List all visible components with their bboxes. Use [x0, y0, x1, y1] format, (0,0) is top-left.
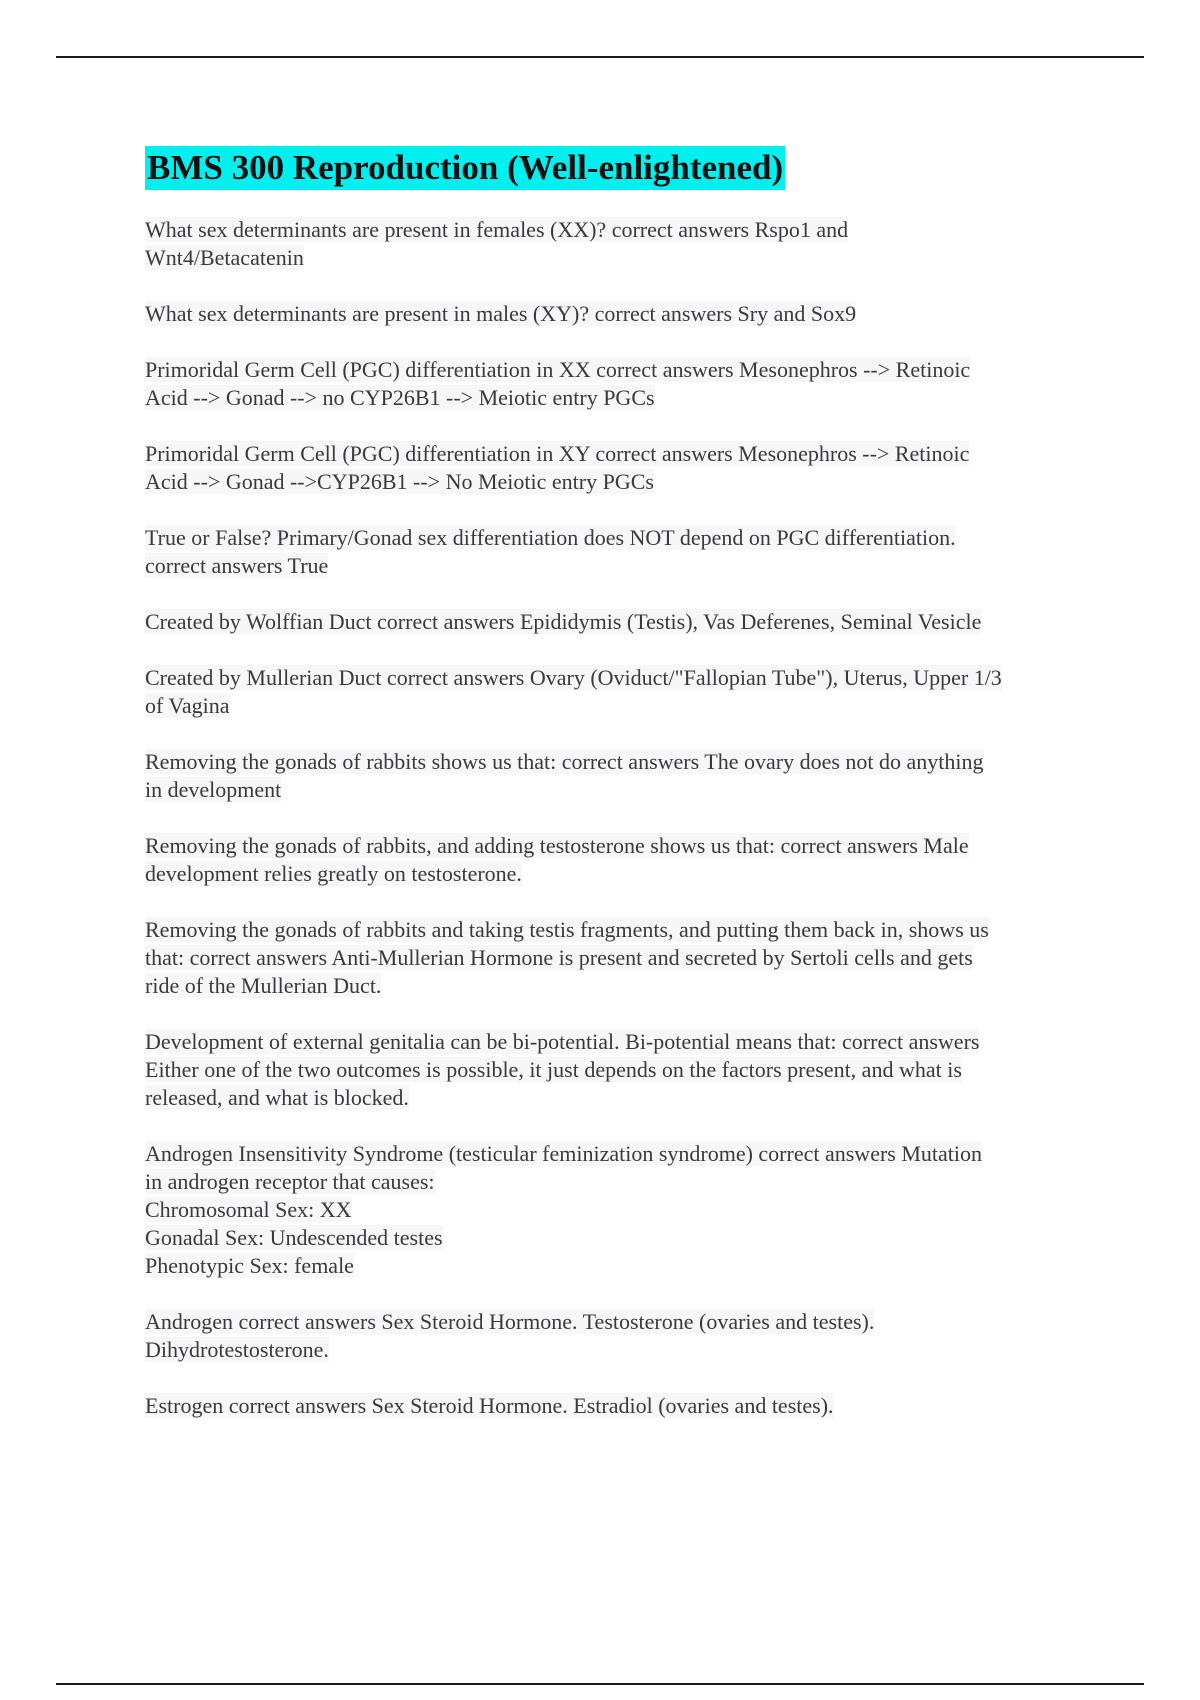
- qa-entry: [145, 1028, 1095, 1112]
- qa-entry: [145, 608, 1095, 636]
- bottom-rule: [56, 1683, 1144, 1685]
- qa-entry-text: Primoridal Germ Cell (PGC) differentiation in XY correct answers Mesonephros --> Retinoic Acid --> Gonad -->CYP26B1 --> No Meiotic entry PGCs: [145, 441, 970, 494]
- qa-entry: [145, 748, 1095, 804]
- qa-entry-text: True or False? Primary/Gonad sex differentiation does NOT depend on PGC differentiation. correct answers True: [145, 525, 956, 578]
- top-rule: [56, 56, 1144, 58]
- qa-entry: [145, 916, 1095, 1000]
- document-body: [145, 146, 1095, 1448]
- qa-entry-text: Created by Wolffian Duct correct answers Epididymis (Testis), Vas Deferenes, Seminal Vesicle: [145, 609, 982, 634]
- qa-entry-text: Androgen Insensitivity Syndrome (testicular feminization syndrome) correct answers Mutation in androgen receptor that causes: Chromosomal Sex: XX Gonadal Sex: Undescended testes Phenotypic Sex: female: [145, 1141, 983, 1278]
- qa-entry: [145, 664, 1095, 720]
- document-title: BMS 300 Reproduction (Well-enlightened): [145, 146, 785, 190]
- qa-entry-text: Removing the gonads of rabbits and taking testis fragments, and putting them back in, shows us that: correct answers Anti-Mullerian Hormone is present and secreted by Sertoli cells and gets ride of the Mullerian Duct.: [145, 917, 989, 998]
- qa-entry: [145, 440, 1095, 496]
- qa-entry-text: Development of external genitalia can be bi-potential. Bi-potential means that: correct answers Either one of the two outcomes is possible, it just depends on the factors present, and what is released, and what is blocked.: [145, 1029, 980, 1110]
- qa-entry: [145, 1140, 1095, 1280]
- qa-entry: [145, 832, 1095, 888]
- qa-list: [145, 216, 1095, 1420]
- qa-entry-text: Estrogen correct answers Sex Steroid Hormone. Estradiol (ovaries and testes).: [145, 1393, 834, 1418]
- qa-entry: [145, 1392, 1095, 1420]
- qa-entry-text: What sex determinants are present in females (XX)? correct answers Rspo1 and Wnt4/Betacatenin: [145, 217, 849, 270]
- qa-entry: [145, 524, 1095, 580]
- qa-entry-text: Removing the gonads of rabbits, and adding testosterone shows us that: correct answers Male development relies greatly on testosterone.: [145, 833, 969, 886]
- qa-entry-text: Created by Mullerian Duct correct answers Ovary (Oviduct/"Fallopian Tube"), Uterus, Upper 1/3 of Vagina: [145, 665, 1002, 718]
- qa-entry: [145, 1308, 1095, 1364]
- qa-entry-text: Removing the gonads of rabbits shows us that: correct answers The ovary does not do anything in development: [145, 749, 984, 802]
- qa-entry-text: Primoridal Germ Cell (PGC) differentiation in XX correct answers Mesonephros --> Retinoic Acid --> Gonad --> no CYP26B1 --> Meiotic entry PGCs: [145, 357, 971, 410]
- qa-entry: [145, 216, 1095, 272]
- qa-entry: [145, 356, 1095, 412]
- qa-entry-text: Androgen correct answers Sex Steroid Hormone. Testosterone (ovaries and testes). Dihydrotestosterone.: [145, 1309, 875, 1362]
- qa-entry-text: What sex determinants are present in males (XY)? correct answers Sry and Sox9: [145, 301, 857, 326]
- qa-entry: [145, 300, 1095, 328]
